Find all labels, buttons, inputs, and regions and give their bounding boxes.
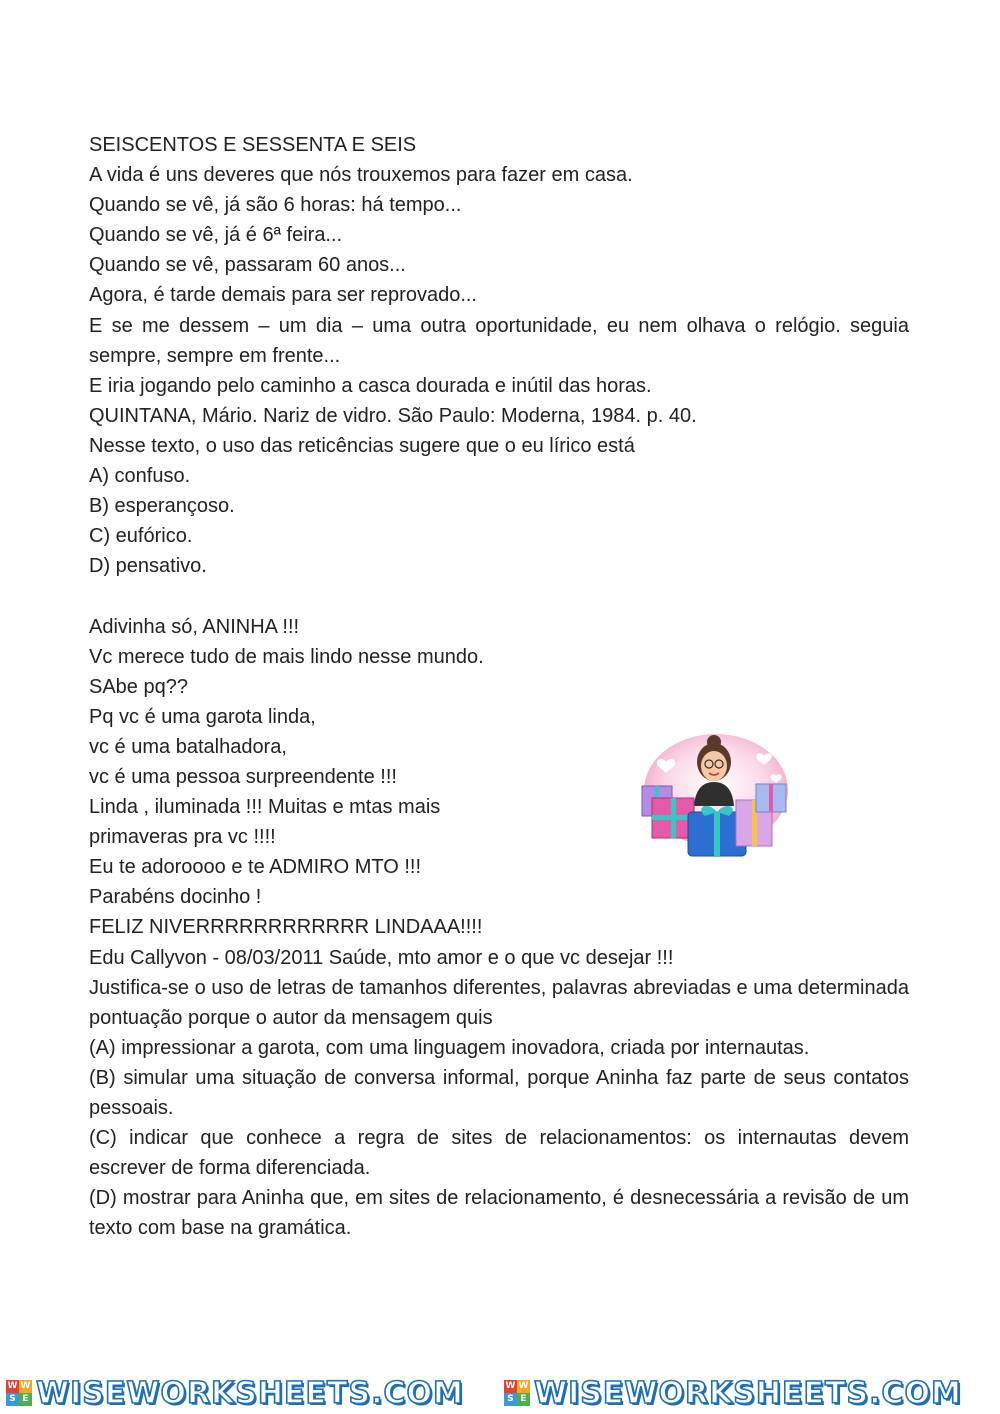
brand-logo-icon xyxy=(6,1380,32,1406)
message-line: Adivinha só, ANINHA !!! xyxy=(89,615,300,638)
question-2 xyxy=(89,612,909,1244)
message-line: vc é uma batalhadora, xyxy=(89,735,287,758)
brand-name: WISEWORKSHEETS.COM xyxy=(534,1375,962,1411)
poem-line: E se me dessem – um dia – uma outra oportunidade, eu nem olhava o relógio. seguia sempre, sempre em frente... xyxy=(89,314,909,367)
logo-tile: S xyxy=(6,1393,19,1406)
message-signature: Edu Callyvon - 08/03/2011 Saúde, mto amor e o que vc desejar !!! xyxy=(89,946,674,969)
question-prompt: Nesse texto, o uso das reticências sugere que o eu lírico está xyxy=(89,434,635,457)
poem-line: Quando se vê, passaram 60 anos... xyxy=(89,254,406,277)
answer-option-d[interactable]: (D) mostrar para Aninha que, em sites de relacionamento, é desnecessária a revisão de um texto com base na gramática. xyxy=(89,1187,909,1240)
logo-tile: W xyxy=(20,1381,31,1391)
message-line: vc é uma pessoa surpreendente !!! xyxy=(89,765,397,788)
brand-watermark xyxy=(504,1376,962,1410)
ribbon xyxy=(714,812,720,856)
question-prompt: Justifica-se o uso de letras de tamanhos diferentes, palavras abreviadas e uma determinada pontuação porque o autor da mensagem quis xyxy=(89,976,909,1029)
poem-line: Quando se vê, já são 6 horas: há tempo... xyxy=(89,194,462,217)
brand-watermark xyxy=(6,1376,464,1410)
brand-name: WISEWORKSHEETS.COM xyxy=(36,1375,464,1411)
question-1 xyxy=(89,130,909,581)
logo-tile: W xyxy=(7,1381,18,1391)
poem-line: Agora, é tarde demais para ser reprovado... xyxy=(89,284,477,307)
answer-option-d[interactable]: D) pensativo. xyxy=(89,555,207,578)
footer-watermark xyxy=(0,1372,1000,1414)
poem-line: Quando se vê, já é 6ª feira... xyxy=(89,224,343,247)
poem-line: A vida é uns deveres que nós trouxemos para fazer em casa. xyxy=(89,164,633,187)
message-line: Linda , iluminada !!! Muitas e mtas mais xyxy=(89,796,441,819)
answer-option-b[interactable]: B) esperançoso. xyxy=(89,495,235,518)
section-spacer xyxy=(89,581,909,611)
answer-option-c[interactable]: (C) indicar que conhece a regra de sites de relacionamentos: os internautas devem escrever de forma diferenciada. xyxy=(89,1127,909,1180)
message-line: Parabéns docinho ! xyxy=(89,886,262,909)
logo-tile: W xyxy=(505,1381,516,1391)
message-line: FELIZ NIVERRRRRRRRRRRR LINDAAA!!!! xyxy=(89,916,483,939)
worksheet-body xyxy=(89,130,909,1243)
logo-tile: E xyxy=(19,1393,32,1406)
logo-tile: S xyxy=(504,1393,517,1406)
poem-line: E iria jogando pelo caminho a casca dourada e inútil das horas. xyxy=(89,374,652,397)
answer-option-b[interactable]: (B) simular uma situação de conversa informal, porque Aninha faz parte de seus contatos pessoais. xyxy=(89,1066,909,1119)
message-line: primaveras pra vc !!!! xyxy=(89,826,276,849)
answer-option-a[interactable]: (A) impressionar a garota, com uma linguagem inovadora, criada por internautas. xyxy=(89,1036,810,1059)
poem-source: QUINTANA, Mário. Nariz de vidro. São Paulo: Moderna, 1984. p. 40. xyxy=(89,404,697,427)
message-line: SAbe pq?? xyxy=(89,675,188,698)
poem-title: SEISCENTOS E SESSENTA E SEIS xyxy=(89,134,417,156)
logo-tile: E xyxy=(517,1393,530,1406)
birthday-gifts-avatar-icon xyxy=(636,728,796,860)
logo-tile: W xyxy=(518,1381,529,1391)
brand-logo-icon xyxy=(504,1380,530,1406)
birthday-illustration xyxy=(636,728,796,860)
ribbon xyxy=(769,784,773,812)
message-line: Vc merece tudo de mais lindo nesse mundo. xyxy=(89,645,484,668)
answer-option-a[interactable]: A) confuso. xyxy=(89,465,191,488)
message-line: Eu te adoroooo e te ADMIRO MTO !!! xyxy=(89,856,422,879)
answer-option-c[interactable]: C) eufórico. xyxy=(89,525,193,548)
message-line: Pq vc é uma garota linda, xyxy=(89,705,316,728)
